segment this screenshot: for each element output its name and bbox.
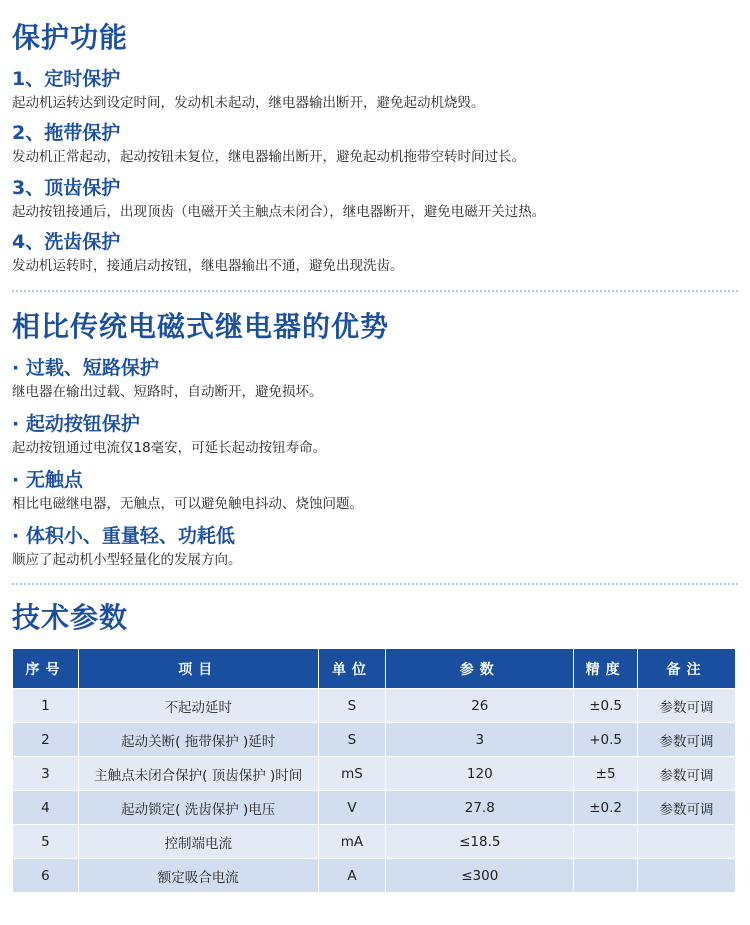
specs-title: 技术参数 [12,601,129,634]
advantage-item-text: 起动按钮通过电流仅18毫安，可延长起动按钮寿命。 [12,440,327,456]
cell-index: 1 [13,689,79,723]
table-row [13,723,736,757]
section-divider [12,290,738,292]
cell-precision: ±0.5 [574,689,638,723]
cell-precision [574,825,638,859]
cell-index: 2 [13,723,79,757]
header-unit: 单位 [318,649,386,689]
protection-item-title: 4、洗齿保护 [12,231,121,253]
header-value: 参数 [386,649,574,689]
protection-item-text: 发动机运转时，接通启动按钮，继电器输出不通，避免出现洗齿。 [12,258,404,274]
advantages-title: 相比传统电磁式继电器的优势 [12,310,390,343]
cell-note: 参数可调 [638,689,736,723]
cell-precision: +0.5 [574,723,638,757]
cell-unit: A [318,859,386,893]
cell-value: 3 [386,723,574,757]
cell-note: 参数可调 [638,757,736,791]
cell-value: ≤18.5 [386,825,574,859]
cell-item: 主触点未闭合保护( 顶齿保护 )时间 [78,757,318,791]
protection-title: 保护功能 [12,21,129,54]
cell-note: 参数可调 [638,791,736,825]
cell-note [638,859,736,893]
table-row [13,689,736,723]
table-row [13,825,736,859]
advantage-item-title: · 过载、短路保护 [12,357,159,379]
header-note: 备注 [638,649,736,689]
advantage-item-text: 相比电磁继电器，无触点，可以避免触电抖动、烧蚀问题。 [12,496,363,512]
spec-header-row [13,649,736,689]
header-index: 序号 [13,649,79,689]
cell-index: 5 [13,825,79,859]
protection-item-text: 发动机正常起动，起动按钮未复位，继电器输出断开，避免起动机拖带空转时间过长。 [12,149,525,165]
cell-unit: S [318,723,386,757]
cell-index: 4 [13,791,79,825]
cell-unit: V [318,791,386,825]
protection-item-text: 起动机运转达到设定时间，发动机未起动，继电器输出断开，避免起动机烧毁。 [12,95,485,111]
cell-item: 不起动延时 [78,689,318,723]
cell-index: 6 [13,859,79,893]
table-row [13,757,736,791]
cell-unit: mA [318,825,386,859]
protection-item-text: 起动按钮接通后，出现顶齿（电磁开关主触点未闭合），继电器断开，避免电磁开关过热。 [12,204,546,220]
cell-precision [574,859,638,893]
cell-value: ≤300 [386,859,574,893]
advantage-item-title: · 起动按钮保护 [12,413,140,435]
protection-item-title: 3、顶齿保护 [12,177,121,199]
advantage-item-text: 顺应了起动机小型轻量化的发展方向。 [12,552,242,568]
cell-note [638,825,736,859]
cell-item: 起动关断( 拖带保护 )延时 [78,723,318,757]
cell-item: 额定吸合电流 [78,859,318,893]
cell-index: 3 [13,757,79,791]
section-divider [12,583,738,585]
table-row [13,859,736,893]
header-item: 项目 [78,649,318,689]
advantage-item-title: · 体积小、重量轻、功耗低 [12,525,235,547]
protection-item-title: 2、拖带保护 [12,122,121,144]
cell-unit: mS [318,757,386,791]
cell-item: 控制端电流 [78,825,318,859]
cell-unit: S [318,689,386,723]
cell-precision: ±0.2 [574,791,638,825]
cell-item: 起动锁定( 洗齿保护 )电压 [78,791,318,825]
cell-value: 26 [386,689,574,723]
protection-item-title: 1、定时保护 [12,68,121,90]
advantage-item-text: 继电器在输出过载、短路时，自动断开，避免损坏。 [12,384,323,400]
table-row [13,791,736,825]
cell-note: 参数可调 [638,723,736,757]
header-precision: 精度 [574,649,638,689]
advantage-item-title: · 无触点 [12,469,83,491]
cell-precision: ±5 [574,757,638,791]
cell-value: 120 [386,757,574,791]
spec-table [12,648,736,893]
cell-value: 27.8 [386,791,574,825]
